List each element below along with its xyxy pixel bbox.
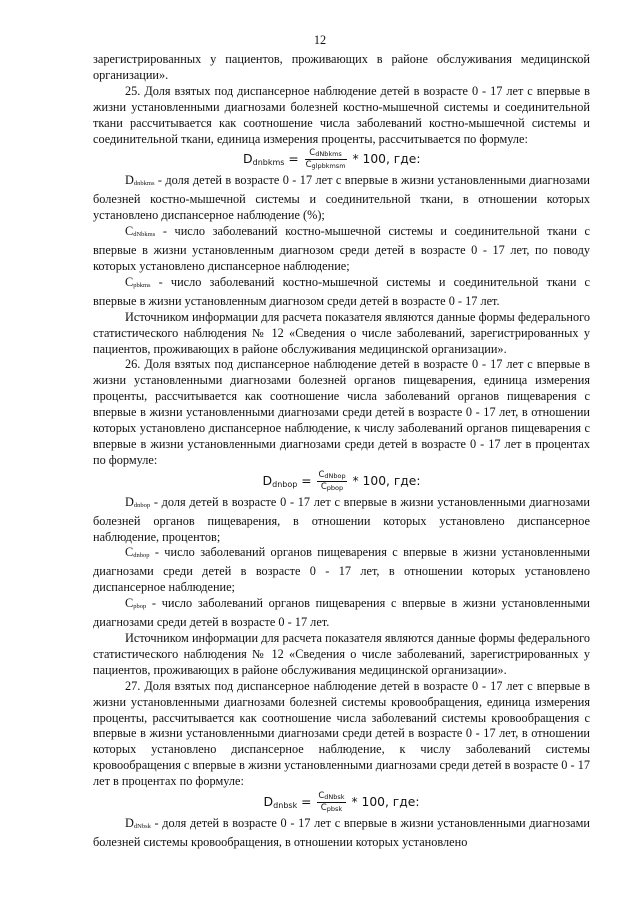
definition-d-dnbsk: DdNbsk - доля детей в возрасте 0 - 17 лет с впервые в жизни установленными диагнозами болезней системы кровообращения, в отношении которых установлено	[93, 816, 590, 849]
formula-26: $D_{dnbop}$ = $\frac{\text{CdNbop}}{\text{Cpbop}}$ * 100, где:	[262, 469, 421, 492]
formula-27-fraction: $\frac{\text{CdNbsk}}{\text{Cpbsk}}$	[318, 791, 345, 814]
formula-27: $D_{dnbsk}$ = $\frac{\text{CdNbsk}}{\text{Cpbsk}}$ * 100, где:	[263, 791, 420, 814]
definition-c-dnbop: Cdnbop - число заболеваний органов пищеварения с впервые в жизни установленными диагнозами среди детей в возрасте 0 - 17 лет, в отношении которых установлено диспансерное наблюдение;	[93, 545, 590, 595]
page-number: 12	[313, 33, 327, 47]
definition-d-dnbop: Ddnbop - доля детей в возрасте 0 - 17 лет с впервые в жизни установленными диагнозами болезней органов пищеварения, в отношении которых установлено диспансерное наблюдение, процентов;	[93, 494, 590, 544]
paragraph-item-27: 27. Доля взятых под диспансерное наблюдение детей в возрасте 0 - 17 лет с впервые в жизни установленными диагнозами болезней системы кровообращения, единица измерения проценты, рассчитывается как соотношение числа заболеваний системы кровообращения с впервые в жизни установленными диагнозами среди детей в возрасте 0 - 17 лет, в отношении которых установлено диспансерное наблюдение, к числу заболеваний системы кровообращения с впервые в жизни установленными диагнозами среди детей в возрасте 0 - 17 лет в процентах по формуле:	[93, 678, 590, 789]
paragraph-item-25: 25. Доля взятых под диспансерное наблюдение детей в возрасте 0 - 17 лет с впервые в жизни установленными диагнозами болезней костно-мышечной системы и соединительной ткани рассчитывается как соотношение числа заболеваний костно-мышечной системы и соединительной ткани, единица измерения проценты, рассчитывается по формуле:	[93, 83, 590, 146]
definition-c-dnbkms: CdNbkms - число заболеваний костно-мышечной системы и соединительной ткани с впервые в жизни установленным диагнозом среди детей в возрасте 0 - 17 лет, по поводу которых установлено диспансерное наблюдение;	[93, 224, 590, 273]
source-note-26: Источником информации для расчета показателя являются данные формы федерального статистического наблюдения № 12 «Сведения о числе заболеваний, зарегистрированных у пациентов, проживающих в районе обслуживания медицинской организации».	[93, 631, 590, 677]
paragraph-item-26: 26. Доля взятых под диспансерное наблюдение детей в возрасте 0 - 17 лет с впервые в жизни установленными диагнозами болезней органов пищеварения, единица измерения проценты, рассчитывается как соотношение числа заболеваний органов пищеварения с впервые в жизни установленными диагнозами среди детей в возрасте 0 - 17 лет, в отношении которых установлено диспансерное наблюдение, к числу заболеваний органов пищеварения с впервые в жизни установленными диагнозами среди детей в возрасте 0 - 17 лет в процентах по формуле:	[93, 357, 590, 467]
definition-c-pbkms: Cpbkms - число заболеваний костно-мышечной системы и соединительной ткани с впервые в жизни установленным диагнозом среди детей в возрасте 0 - 17 лет.	[93, 274, 590, 308]
definition-d-dnbkms: Ddnbkms - доля детей в возрасте 0 - 17 лет с впервые в жизни установленными диагнозами болезней костно-мышечной системы и соединительной ткани, в отношении которых установлено диспансерное наблюдение (%);	[93, 173, 590, 223]
paragraph-continuation: зарегистрированных у пациентов, проживающих в районе обслуживания медицинской организации».	[93, 52, 590, 82]
formula-25-fraction: $\frac{\text{CdNbkms}}{\text{Cglpbkmsm}}$	[305, 148, 346, 171]
definition-c-pbop: Cpbop - число заболеваний органов пищеварения с впервые в жизни установленными диагнозами среди детей в возрасте 0 - 17 лет.	[93, 596, 590, 630]
formula-26-fraction: $\frac{\text{CdNbop}}{\text{Cpbop}}$	[318, 469, 346, 492]
source-note-25: Источником информации для расчета показателя являются данные формы федерального статистического наблюдения № 12 «Сведения о числе заболеваний, зарегистрированных у пациентов, проживающих в районе обслуживания медицинской организации».	[93, 309, 590, 356]
formula-25: $D_{dnbkms}$ = $\frac{\text{CdNbkms}}{\text{Cglpbkmsm}}$ * 100, где:	[243, 148, 421, 171]
